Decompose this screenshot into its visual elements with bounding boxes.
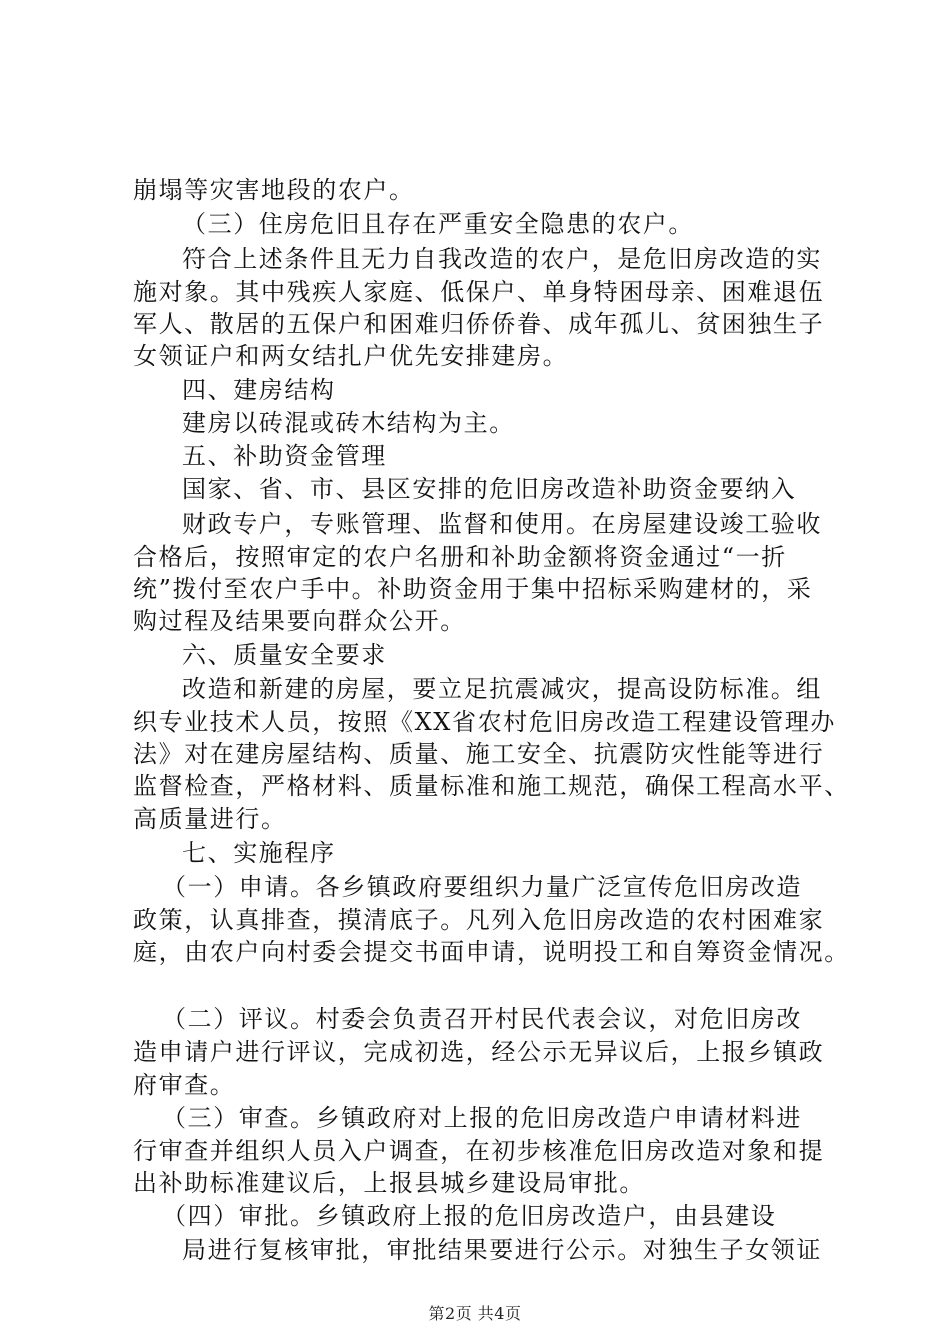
body-line-19: 监督检查，严格材料、质量标准和施工规范，确保工程高水平、 <box>133 772 850 800</box>
body-line-3: 符合上述条件且无力自我改造的农户，是危旧房改造的实 <box>182 245 822 273</box>
body-line-14: 购过程及结果要向群众公开。 <box>133 607 466 635</box>
body-line-22: （一）申请。各乡镇政府要组织力量广泛宣传危旧房改造 <box>162 873 802 901</box>
body-line-24: 庭，由农户向村委会提交书面申请，说明投工和自筹资金情况。 <box>133 938 850 966</box>
body-line-12: 合格后，按照审定的农户名册和补助金额将资金通过“一折 <box>133 543 787 571</box>
body-line-1: 崩塌等灾害地段的农户。 <box>133 176 415 204</box>
body-line-5: 军人、散居的五保户和困难归侨侨眷、成年孤儿、贫困独生子 <box>133 310 825 338</box>
body-line-26: 造申请户进行评议，完成初选，经公示无异议后，上报乡镇政 <box>133 1038 825 1066</box>
body-line-10: 国家、省、市、县区安排的危旧房改造补助资金要纳入 <box>182 475 797 503</box>
page-number-footer: 第2页 共4页 <box>428 1304 522 1323</box>
body-line-20: 高质量进行。 <box>133 805 287 833</box>
body-line-25: （二）评议。村委会负责召开村民代表会议，对危旧房改 <box>162 1005 802 1033</box>
body-line-23: 政策，认真排查，摸清底子。凡列入危旧房改造的农村困难家 <box>133 906 825 934</box>
section-heading-6: 六、质量安全要求 <box>182 641 387 669</box>
body-line-31: （四）审批。乡镇政府上报的危旧房改造户，由县建设 <box>162 1202 777 1230</box>
section-heading-4: 四、建房结构 <box>182 376 336 404</box>
body-line-32: 局进行复核审批，审批结果要进行公示。对独生子女领证 <box>182 1236 822 1264</box>
body-line-4: 施对象。其中残疾人家庭、低保户、单身特困母亲、困难退伍 <box>133 278 825 306</box>
body-line-6: 女领证户和两女结扎户优先安排建房。 <box>133 342 569 370</box>
body-line-13: 统”拨付至农户手中。补助资金用于集中招标采购建材的，采 <box>133 575 813 603</box>
section-heading-5: 五、补助资金管理 <box>182 442 387 470</box>
body-line-16: 改造和新建的房屋，要立足抗震减灾，提高设防标准。组 <box>182 675 822 703</box>
body-line-8: 建房以砖混或砖木结构为主。 <box>182 409 515 437</box>
body-line-11: 财政专户，专账管理、监督和使用。在房屋建设竣工验收 <box>182 510 822 538</box>
body-line-18: 法》对在建房屋结构、质量、施工安全、抗震防灾性能等进行 <box>133 740 825 768</box>
body-line-30: 出补助标准建议后，上报县城乡建设局审批。 <box>133 1169 645 1197</box>
body-line-28: （三）审查。乡镇政府对上报的危旧房改造户申请材料进 <box>162 1104 802 1132</box>
body-line-17: 织专业技术人员，按照《XX省农村危旧房改造工程建设管理办 <box>133 708 836 736</box>
body-line-2: （三）住房危旧且存在严重安全隐患的农户。 <box>182 210 694 238</box>
body-line-27: 府审查。 <box>133 1071 236 1099</box>
body-line-29: 行审查并组织人员入户调查，在初步核准危旧房改造对象和提 <box>133 1137 825 1165</box>
section-heading-7: 七、实施程序 <box>182 839 336 867</box>
